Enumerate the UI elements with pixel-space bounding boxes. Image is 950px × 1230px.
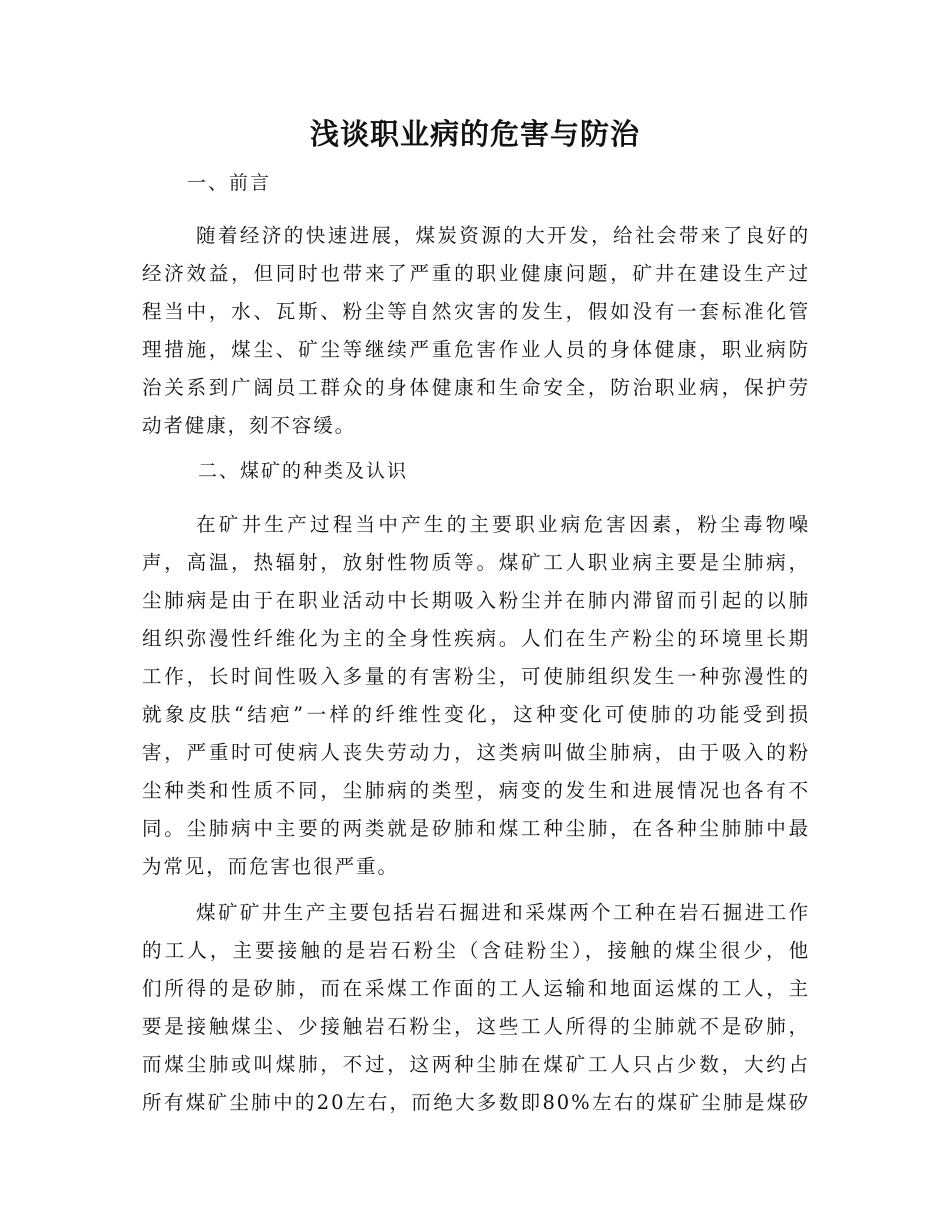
paragraph-line: 经济效益，但同时也带来了严重的职业健康问题，矿井在建设生产过 (142, 262, 810, 285)
paragraph-line: 在矿井生产过程当中产生的主要职业病危害因素，粉尘毒物噪 (196, 513, 810, 536)
section-heading-preface: 一、前言 (187, 172, 272, 194)
paragraph-line: 工作，长时间性吸入多量的有害粉尘，可使肺组织发生一种弥漫性的 (142, 665, 810, 688)
paragraph-line: 治关系到广阔员工群众的身体健康和生命安全，防治职业病，保护劳 (142, 376, 810, 399)
paragraph-line: 组织弥漫性纤维化为主的全身性疾病。人们在生产粉尘的环境里长期 (142, 627, 810, 650)
document-title: 浅谈职业病的危害与防治 (309, 117, 640, 151)
paragraph-line: 动者健康，刻不容缓。 (142, 414, 357, 437)
paragraph-line: 而煤尘肺或叫煤肺，不过，这两种尘肺在煤矿工人只占少数，大约占 (142, 1053, 810, 1076)
paragraph-line: 的工人，主要接触的是岩石粉尘（含硅粉尘），接触的煤尘很少，他 (142, 939, 810, 962)
paragraph-occupational-hazards (142, 506, 810, 886)
paragraph-line: 尘肺病是由于在职业活动中长期吸入粉尘并在肺内滞留而引起的以肺 (142, 589, 810, 612)
section-heading-coal-mine-types: 二、煤矿的种类及认识 (198, 460, 409, 482)
paragraph-mining-work-types (142, 894, 810, 1122)
paragraph-line: 害，严重时可使病人丧失劳动力，这类病叫做尘肺病，由于吸入的粉 (142, 741, 810, 764)
paragraph-line: 随着经济的快速进展，煤炭资源的大开发，给社会带来了良好的 (196, 224, 810, 247)
paragraph-line: 要是接触煤尘、少接触岩石粉尘，这些工人所得的尘肺就不是矽肺， (142, 1015, 810, 1038)
paragraph-line: 们所得的是矽肺，而在采煤工作面的工人运输和地面运煤的工人，主 (142, 977, 810, 1000)
paragraph-line: 所有煤矿尘肺中的20左右，而绝大多数即80%左右的煤矿尘肺是煤矽 (142, 1091, 810, 1114)
paragraph-preface (142, 217, 810, 445)
paragraph-line: 程当中，水、瓦斯、粉尘等自然灾害的发生，假如没有一套标准化管 (142, 300, 810, 323)
paragraph-line: 声，高温，热辐射，放射性物质等。煤矿工人职业病主要是尘肺病， (142, 551, 810, 574)
paragraph-line: 理措施，煤尘、矿尘等继续严重危害作业人员的身体健康，职业病防 (142, 338, 810, 361)
paragraph-line: 同。尘肺病中主要的两类就是矽肺和煤工种尘肺，在各种尘肺肺中最 (142, 817, 810, 840)
paragraph-line: 煤矿矿井生产主要包括岩石掘进和采煤两个工种在岩石掘进工作 (196, 901, 810, 924)
paragraph-line: 为常见，而危害也很严重。 (142, 855, 399, 878)
paragraph-line: 尘种类和性质不同，尘肺病的类型，病变的发生和进展情况也各有不 (142, 779, 810, 802)
paragraph-line: 就象皮肤“结疤”一样的纤维性变化，这种变化可使肺的功能受到损 (142, 703, 810, 726)
